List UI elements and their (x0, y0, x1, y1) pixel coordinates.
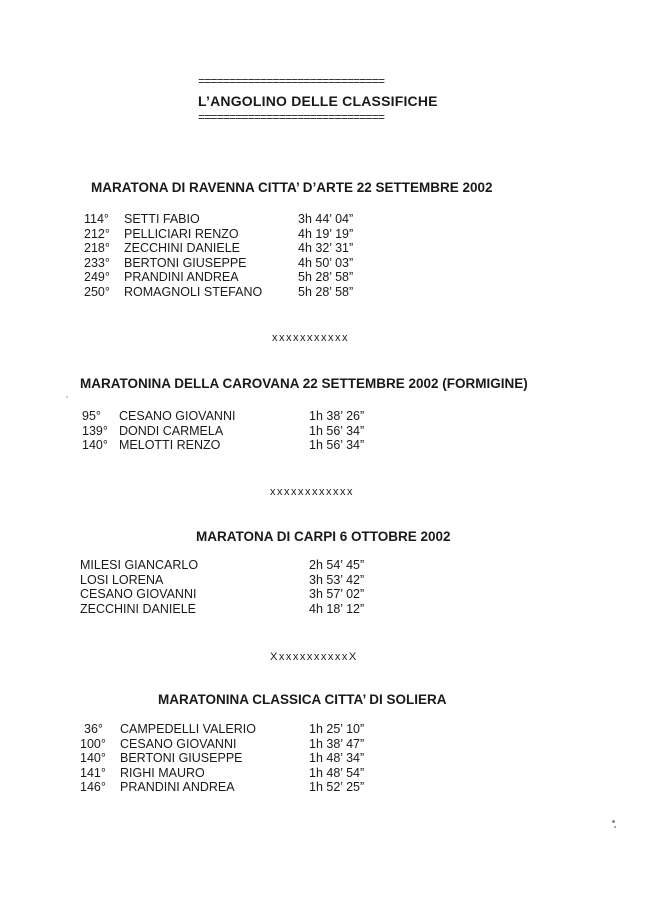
result-name: MELOTTI RENZO (119, 438, 221, 453)
result-position: 95° (82, 409, 101, 423)
result-name: RIGHI MAURO (120, 765, 205, 780)
scan-speck (614, 826, 616, 828)
page-title: L’ANGOLINO DELLE CLASSIFICHE (198, 93, 438, 109)
section-separator: XxxxxxxxxxxX (270, 651, 358, 663)
result-position: 212° (84, 226, 110, 241)
result-name: SETTI FABIO (124, 212, 200, 226)
result-position: 140° (80, 751, 106, 766)
result-position: 139° (82, 423, 108, 438)
result-position: 249° (84, 270, 110, 285)
result-position: 250° (84, 284, 110, 299)
result-name: DONDI CARMELA (119, 423, 224, 438)
result-time: 5h 28’ 58” (298, 284, 354, 299)
header-rule-bottom: ============================== (198, 111, 385, 125)
result-position: 146° (80, 780, 106, 795)
result-time: 3h 53’ 42” (309, 572, 365, 587)
result-time: 4h 18’ 12” (309, 601, 365, 616)
result-time: 1h 38’ 47” (309, 736, 365, 751)
result-name: MILESI GIANCARLO (80, 558, 199, 572)
result-name: CESANO GIOVANNI (119, 409, 236, 423)
result-time: 1h 48’ 34” (309, 751, 365, 766)
result-time: 1h 56’ 34” (309, 423, 365, 438)
result-position: 140° (82, 438, 108, 453)
result-position: 141° (80, 765, 106, 780)
result-name: CESANO GIOVANNI (80, 587, 197, 602)
result-name: PELLICIARI RENZO (124, 226, 239, 241)
result-time: 4h 32’ 31” (298, 241, 354, 256)
scan-speck (66, 396, 68, 398)
race-title-soliera: MARATONINA CLASSICA CITTA’ DI SOLIERA (158, 692, 447, 707)
result-time: 3h 44’ 04” (298, 212, 354, 226)
result-position: 218° (84, 241, 110, 256)
result-time: 1h 25’ 10” (309, 722, 365, 736)
result-time: 4h 50’ 03” (298, 255, 354, 270)
result-name: ZECCHINI DANIELE (80, 601, 196, 616)
result-name: CAMPEDELLI VALERIO (120, 722, 256, 736)
race-title-ravenna: MARATONA DI RAVENNA CITTA’ D’ARTE 22 SETTEMBRE 2002 (91, 180, 493, 195)
race-title-carovana: MARATONINA DELLA CAROVANA 22 SETTEMBRE 2002 (FORMIGINE) (80, 376, 528, 391)
section-separator: xxxxxxxxxxx (272, 332, 349, 344)
result-name: PRANDINI ANDREA (124, 270, 239, 285)
result-name: LOSI LORENA (80, 572, 164, 587)
result-name: ROMAGNOLI STEFANO (124, 284, 263, 299)
result-name: BERTONI GIUSEPPE (124, 255, 247, 270)
result-time: 1h 52’ 25” (309, 780, 365, 795)
result-time: 5h 28’ 58” (298, 270, 354, 285)
result-name: ZECCHINI DANIELE (124, 241, 240, 256)
result-time: 1h 56’ 34” (309, 438, 365, 453)
result-time: 3h 57’ 02” (309, 587, 365, 602)
result-position: 233° (84, 255, 110, 270)
result-time: 2h 54’ 45” (309, 558, 365, 572)
race-title-carpi: MARATONA DI CARPI 6 OTTOBRE 2002 (196, 529, 451, 544)
result-position: 114° (84, 212, 109, 226)
result-position: 100° (80, 736, 106, 751)
result-name: BERTONI GIUSEPPE (120, 751, 243, 766)
result-name: CESANO GIOVANNI (120, 736, 237, 751)
scan-speck (612, 820, 615, 823)
result-time: 4h 19’ 19” (298, 226, 354, 241)
result-time: 1h 48’ 54” (309, 765, 365, 780)
result-time: 1h 38’ 26” (309, 409, 365, 423)
result-position: 36° (84, 722, 103, 736)
section-separator: xxxxxxxxxxxx (270, 486, 354, 498)
result-name: PRANDINI ANDREA (120, 780, 235, 795)
header-rule-top: ============================== (198, 75, 385, 89)
